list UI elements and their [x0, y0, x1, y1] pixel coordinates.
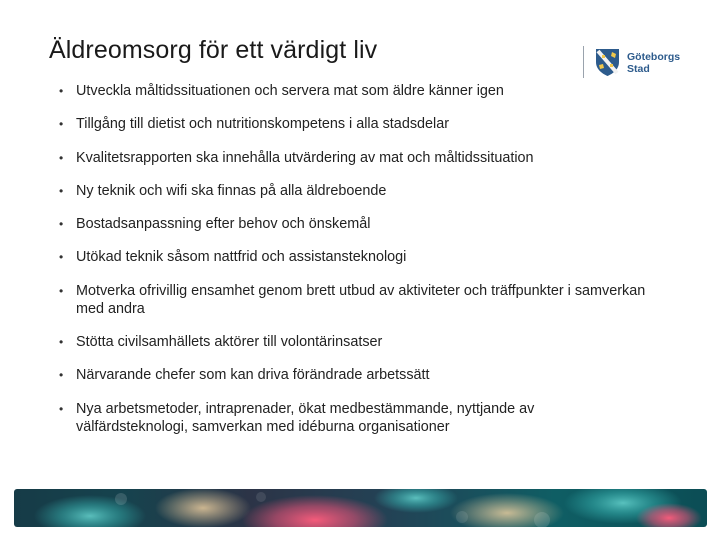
- bullet-item: • Stötta civilsamhällets aktörer till volontärinsatser: [59, 333, 649, 351]
- bullet-list: [59, 82, 649, 451]
- bullet-item: • Motverka ofrivillig ensamhet genom brett utbud av aktiviteter och träffpunkter i samverkan med andra: [59, 282, 649, 318]
- city-crest-icon: [594, 47, 621, 77]
- bullet-item: • Utveckla måltidssituationen och servera mat som äldre känner igen: [59, 82, 649, 100]
- slide-title: Äldreomsorg för ett värdigt liv: [49, 35, 378, 64]
- bokeh-image: [14, 489, 707, 527]
- bullet-item: • Utökad teknik såsom nattfrid och assistansteknologi: [59, 248, 649, 266]
- bullet-item: • Nya arbetsmetoder, intraprenader, ökat medbestämmande, nyttjande av välfärdsteknologi, samverkan med idéburna organisationer: [59, 400, 649, 436]
- bullet-item: • Kvalitetsrapporten ska innehålla utvärdering av mat och måltidssituation: [59, 149, 649, 167]
- bullet-item: • Ny teknik och wifi ska finnas på alla äldreboende: [59, 182, 649, 200]
- decorative-bokeh-band: [14, 489, 707, 527]
- bullet-item: • Närvarande chefer som kan driva förändrade arbetssätt: [59, 366, 649, 384]
- bullet-item: • Tillgång till dietist och nutritionskompetens i alla stadsdelar: [59, 115, 649, 133]
- logo-divider: [583, 46, 584, 78]
- logo-text-line-2: Stad: [627, 63, 650, 75]
- logo-text-line-1: Göteborgs: [627, 51, 681, 63]
- bullet-item: • Bostadsanpassning efter behov och önskemål: [59, 215, 649, 233]
- goteborgs-stad-logo: [583, 44, 698, 80]
- logo-text: [627, 51, 680, 75]
